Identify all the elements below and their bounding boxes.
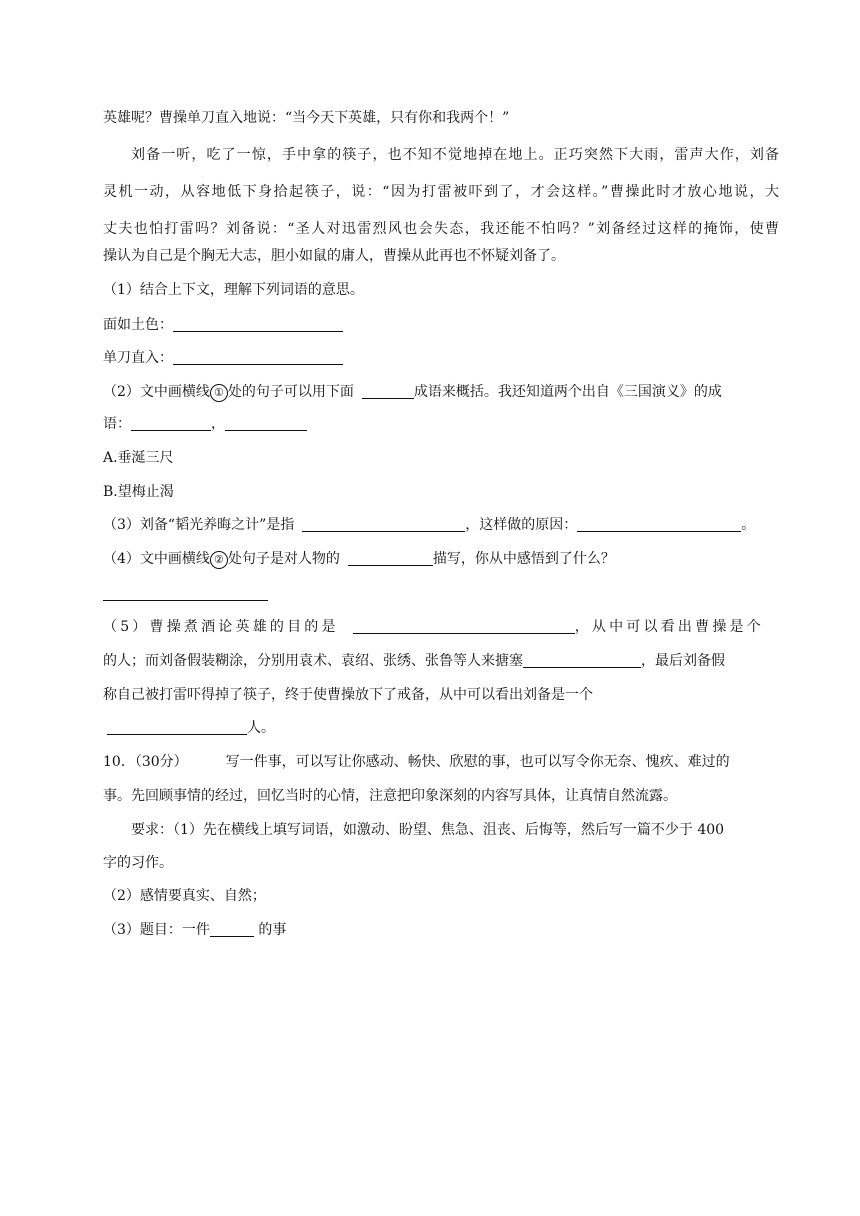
- q5-text: ，最后刘备假: [641, 653, 725, 669]
- word-label: 单刀直入：: [103, 350, 173, 366]
- q5-text: 人。: [247, 720, 275, 736]
- story-line-3: 灵机一动，从容地低下身拾起筷子，说：“因为打雷被吓到了，才会这样。”曹操此时才放心地说，大: [103, 184, 779, 200]
- circled-number-1: ①: [210, 384, 228, 402]
- answer-blank[interactable]: [225, 416, 307, 431]
- answer-blank[interactable]: [103, 586, 268, 601]
- question-2-line-2: [103, 414, 779, 434]
- story-line-2: 刘备一听，吃了一惊，手中拿的筷子，也不知不觉地掉在地上。正巧突然下大雨，雷声大作，刘备: [131, 147, 779, 163]
- question-3: [103, 515, 779, 535]
- requirement-3: [103, 920, 779, 940]
- q4-text: 处句子是对人物的: [227, 551, 340, 567]
- q4-text: （4）文中画横线: [103, 551, 210, 567]
- requirement-1: 要求：（1）先在横线上填写词语，如激动、盼望、焦急、沮丧、后悔等，然后写一篇不少于 400: [131, 822, 725, 838]
- q10-text: （3）题目：一件: [103, 922, 210, 938]
- answer-blank[interactable]: [107, 720, 247, 735]
- q2-text: ，: [211, 416, 225, 432]
- q10-text: 的事: [253, 922, 287, 938]
- story-line-4: 丈夫也怕打雷吗？刘备说：“圣人对迅雷烈风也会失态，我还能不怕吗？”刘备经过这样的掩饰，使曹: [103, 221, 779, 237]
- question-2-line-1: [103, 382, 779, 402]
- q2-text: 处的句子可以用下面: [227, 384, 354, 400]
- word-label: 面如土色：: [103, 317, 173, 333]
- requirement-1-cont: 字的习作。: [103, 855, 173, 871]
- answer-blank[interactable]: [348, 551, 433, 566]
- question-4: [103, 549, 779, 569]
- answer-blank[interactable]: [523, 653, 641, 668]
- question-5-line-1: [103, 617, 779, 637]
- story-line-5: 操认为自己是个胸无大志，胆小如鼠的庸人，曹操从此再也不怀疑刘备了。: [103, 248, 565, 264]
- q2-text: 成语来概括。我还知道两个出自《三国演义》的成: [413, 384, 722, 400]
- option-b: B.望梅止渴: [103, 484, 174, 500]
- answer-blank[interactable]: [362, 384, 414, 399]
- question-5-line-4: [107, 718, 783, 738]
- question-1-word-1: [103, 315, 779, 335]
- answer-blank[interactable]: [210, 922, 254, 937]
- q5-text: ，从中可以看出曹操是个: [574, 619, 764, 635]
- answer-blank[interactable]: [131, 416, 211, 431]
- q5-text: （5）曹操煮酒论英雄的目的是: [103, 619, 339, 635]
- answer-blank[interactable]: [173, 350, 343, 365]
- q2-text: （2）文中画横线: [103, 384, 210, 400]
- option-a: A.垂涎三尺: [103, 450, 174, 466]
- q10-text: 写一件事，可以写让你感动、畅快、欣慰的事，也可以写令你无奈、愧疚、难过的: [225, 754, 730, 770]
- q5-text: 的人；而刘备假装糊涂，分别用袁术、袁绍、张绣、张鲁等人来搪塞: [103, 653, 523, 669]
- q2-text: 语：: [103, 416, 131, 432]
- q4-text: 描写，你从中感悟到了什么？: [432, 551, 615, 567]
- story-line-1: [103, 108, 779, 128]
- question-10-line-2: 事。先回顾事情的经过，回忆当时的心情，注意把印象深刻的内容写具体，让真情自然流露。: [103, 788, 677, 804]
- question-1-title: （1）结合上下文，理解下列词语的意思。: [103, 282, 364, 298]
- requirement-2: （2）感情要真实、自然；: [103, 888, 266, 904]
- circled-number-2: ②: [210, 551, 228, 569]
- answer-blank[interactable]: [353, 619, 575, 634]
- question-1-word-2: [103, 348, 779, 368]
- q3-text: ，这样做的原因：: [465, 517, 578, 533]
- q3-text: 。: [741, 517, 756, 533]
- story-text: 英雄呢？曹操单刀直入地说：“当今天下英雄，只有你和我两个！”: [103, 110, 510, 126]
- question-5-line-2: [103, 651, 779, 671]
- q3-text: （3）刘备“韬光养晦之计”是指: [103, 517, 295, 533]
- question-number: 10．（30分）: [103, 754, 188, 770]
- answer-blank[interactable]: [302, 517, 465, 532]
- question-4-answer-line: [103, 584, 779, 604]
- answer-blank[interactable]: [577, 517, 741, 532]
- question-5-line-3: 称自己被打雷吓得掉了筷子，终于使曹操放下了戒备，从中可以看出刘备是一个: [103, 687, 593, 703]
- answer-blank[interactable]: [173, 317, 343, 332]
- question-10-line-1: [103, 752, 779, 772]
